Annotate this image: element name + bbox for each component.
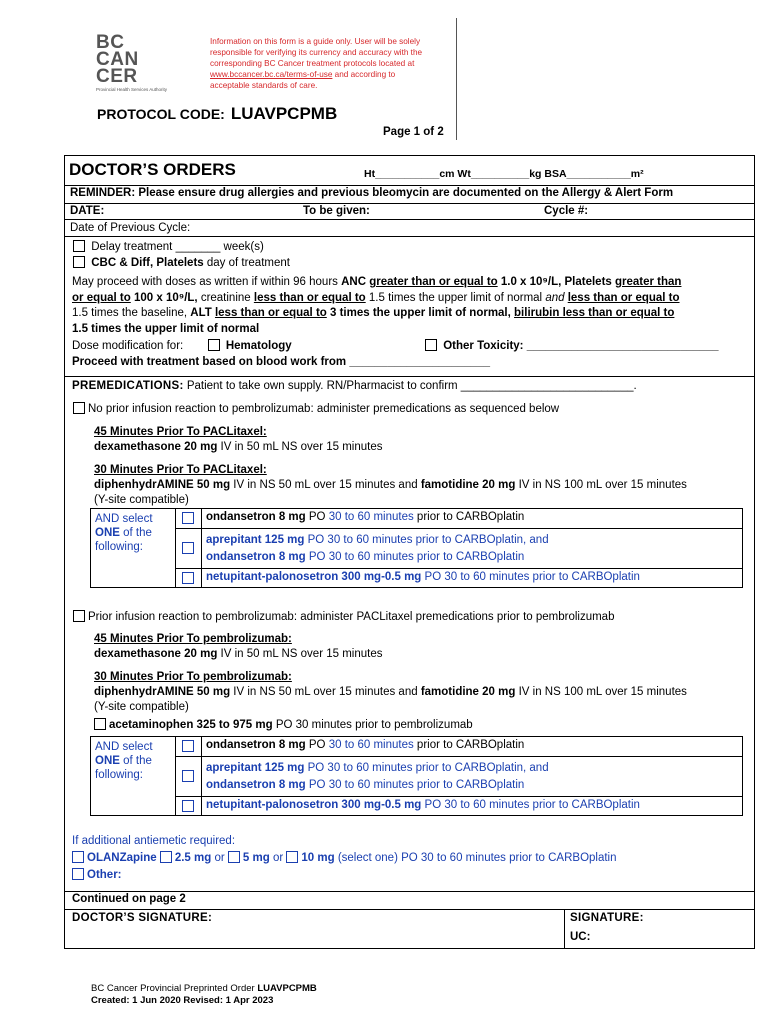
- and-select-note: [95, 740, 173, 782]
- page-number: Page 1 of 2: [383, 126, 444, 138]
- drug-detail: IV in NS 100 mL over 15 minutes: [515, 479, 687, 491]
- antiemetic-table: [90, 508, 743, 588]
- text: 5 mg: [242, 852, 270, 864]
- netupitant-checkbox[interactable]: [182, 572, 194, 584]
- drug-detail: IV in NS 50 mL over 15 minutes and: [230, 479, 421, 491]
- text: 10 mg: [301, 852, 335, 864]
- prior-label: Prior infusion reaction to pembrolizumab: administer PACLitaxel premedications prior to pembrolizumab: [88, 611, 615, 623]
- text: PO: [305, 511, 329, 523]
- dose-modification-row: [72, 339, 292, 354]
- option-aprepitant: [206, 760, 549, 794]
- acetaminophen-checkbox[interactable]: [94, 718, 106, 730]
- proceed-criteria: [72, 275, 681, 337]
- divider: [175, 509, 176, 587]
- ondansetron-checkbox[interactable]: [182, 512, 194, 524]
- continued-note: Continued on page 2: [72, 893, 186, 905]
- text: creatinine: [200, 291, 254, 304]
- disclaimer-line: corresponding BC Cancer treatment protocols located at: [210, 59, 415, 68]
- text: PO 30 to 60 minutes prior to CARBOplatin, and: [304, 534, 549, 546]
- ondansetron-checkbox[interactable]: [182, 740, 194, 752]
- text: of the: [119, 755, 152, 767]
- option-netupitant: [206, 571, 640, 583]
- header-divider: [456, 18, 457, 140]
- text: (select one) PO 30 to 60 minutes prior to CARBOplatin: [334, 852, 617, 864]
- divider: [65, 203, 754, 204]
- to-be-given-field[interactable]: To be given:: [303, 205, 370, 217]
- text: PO 30 to 60 minutes prior to CARBOplatin: [421, 799, 640, 811]
- text: AND select: [95, 513, 153, 525]
- text: 1.5 times the upper limit of normal: [72, 322, 260, 335]
- text: 30 to 60 minutes: [328, 739, 414, 751]
- delay-label: Delay treatment _______ week(s): [91, 241, 264, 253]
- delay-treatment-row: [73, 240, 264, 255]
- other-toxicity-checkbox[interactable]: [425, 339, 437, 351]
- footer-text: BC Cancer Provincial Preprinted Order: [91, 983, 258, 994]
- logo-line-1: BC: [96, 32, 125, 53]
- text: aprepitant 125 mg: [206, 762, 305, 774]
- delay-checkbox[interactable]: [73, 240, 85, 252]
- premedications-header: [72, 379, 637, 394]
- section-heading: 45 Minutes Prior To pembrolizumab:: [94, 633, 292, 645]
- and-select-note: [95, 512, 173, 554]
- option-ondansetron: [206, 511, 524, 523]
- additional-antiemetic: [72, 833, 617, 884]
- text: ondansetron 8 mg: [206, 739, 306, 751]
- prior-reaction-row: [73, 610, 614, 625]
- text: less than or equal to: [253, 291, 366, 304]
- drug: acetaminophen 325 to 975 mg: [109, 719, 273, 731]
- text: ALT: [190, 307, 215, 319]
- text: PO: [305, 739, 329, 751]
- section-heading: 30 Minutes Prior To PACLitaxel:: [94, 464, 267, 476]
- divider: [175, 756, 742, 757]
- other-toxicity-row: [425, 339, 719, 354]
- text: less than or equal to: [567, 291, 680, 304]
- doctors-orders-title: DOCTOR’S ORDERS: [69, 160, 236, 179]
- text: PO 30 to 60 minutes prior to CARBOplatin: [421, 571, 640, 583]
- no-prior-label: No prior infusion reaction to pembrolizumab: administer premedications as sequenced below: [88, 403, 560, 415]
- text: 1.5 times the upper limit of normal: [365, 291, 546, 304]
- olanzapine-5-checkbox[interactable]: [228, 851, 240, 863]
- divider: [65, 236, 754, 237]
- previous-cycle-field[interactable]: Date of Previous Cycle:: [70, 222, 191, 234]
- drug-detail: PO 30 minutes prior to pembrolizumab: [272, 719, 473, 731]
- divider: [175, 528, 742, 529]
- text: 2.5 mg: [174, 852, 212, 864]
- divider: [201, 737, 202, 815]
- logo-subtitle: Provincial Health Services Authority: [96, 87, 168, 92]
- text: netupitant-palonosetron 300 mg-0.5 mg: [206, 799, 422, 811]
- prior-checkbox[interactable]: [73, 610, 85, 622]
- ysite-note: (Y-site compatible): [94, 494, 189, 506]
- drug-detail: IV in NS 50 mL over 15 minutes and: [230, 686, 421, 698]
- text: AND select: [95, 741, 153, 753]
- cbc-checkbox[interactable]: [73, 256, 85, 268]
- text: greater than: [615, 276, 682, 288]
- logo-line-2: CAN: [96, 49, 139, 70]
- page-footer: [91, 983, 317, 1007]
- text: 30 to 60 minutes: [328, 511, 414, 523]
- text: aprepitant 125 mg: [206, 534, 305, 546]
- text: prior to CARBOplatin: [413, 739, 525, 751]
- olanzapine-checkbox[interactable]: [72, 851, 84, 863]
- other-checkbox[interactable]: [72, 868, 84, 880]
- disclaimer-line: responsible for verifying its currency and accuracy with the: [210, 48, 423, 57]
- text: ondansetron 8 mg: [206, 551, 306, 563]
- premed-instruction: Patient to take own supply. RN/Pharmacist to confirm ___________________________.: [183, 380, 637, 392]
- patient-measurements[interactable]: Ht___________cm Wt__________kg BSA___________m²: [364, 168, 644, 180]
- text: PO 30 to 60 minutes prior to CARBOplatin: [305, 551, 525, 563]
- paclitaxel-premeds: [94, 425, 687, 508]
- text: 3 times the upper limit of normal,: [326, 307, 515, 319]
- uc-field[interactable]: UC:: [570, 931, 591, 943]
- text: or: [211, 852, 228, 864]
- drug-detail: IV in 50 mL NS over 15 minutes: [217, 648, 383, 660]
- text: PO 30 to 60 minutes prior to CARBOplatin: [305, 779, 525, 791]
- protocol-code: [97, 104, 337, 124]
- footer-code: LUAVPCPMB: [257, 983, 317, 994]
- text: ANC: [341, 276, 370, 288]
- divider: [65, 376, 754, 377]
- aprepitant-checkbox[interactable]: [182, 542, 194, 554]
- option-aprepitant: [206, 532, 549, 566]
- section-heading: 30 Minutes Prior To pembrolizumab:: [94, 671, 292, 683]
- text: netupitant-palonosetron 300 mg-0.5 mg: [206, 571, 422, 583]
- option-netupitant: [206, 799, 640, 811]
- other-label[interactable]: Other:: [87, 869, 122, 881]
- divider: [65, 909, 754, 910]
- olanzapine-2-5-checkbox[interactable]: [160, 851, 172, 863]
- footer-dates: Created: 1 Jun 2020 Revised: 1 Apr 2023: [91, 995, 274, 1006]
- text: ONE: [95, 527, 120, 539]
- drug: diphenhydrAMINE 50 mg: [94, 479, 231, 491]
- doctor-signature-field[interactable]: DOCTOR’S SIGNATURE:: [72, 912, 213, 924]
- drug-detail: IV in 50 mL NS over 15 minutes: [217, 441, 383, 453]
- no-prior-reaction-row: [73, 402, 559, 417]
- text: or equal to: [72, 291, 131, 304]
- divider: [175, 568, 742, 569]
- text: 1.0 x 10⁹/L, Platelets: [497, 276, 615, 288]
- text: 1.5 times the baseline,: [72, 307, 191, 319]
- drug: diphenhydrAMINE 50 mg: [94, 686, 231, 698]
- protocol-code-value: LUAVPCPMB: [230, 104, 338, 123]
- drug: famotidine 20 mg: [420, 479, 516, 491]
- divider: [201, 509, 202, 587]
- text: bilirubin less than or equal to: [514, 307, 675, 319]
- bc-cancer-logo: [96, 34, 196, 92]
- disclaimer: [210, 36, 450, 91]
- text: ondansetron 8 mg: [206, 511, 306, 523]
- reminder: REMINDER: Please ensure drug allergies and previous bleomycin are documented on the Allergy & Alert Form: [70, 187, 674, 199]
- protocol-label: PROTOCOL CODE:: [97, 106, 225, 122]
- signature-field[interactable]: SIGNATURE:: [570, 912, 644, 924]
- text: greater than or equal to: [369, 276, 498, 288]
- additional-label: If additional antiemetic required:: [72, 835, 236, 847]
- proceed-blood-work[interactable]: Proceed with treatment based on blood work from ______________________: [72, 356, 491, 368]
- cbc-suffix: day of treatment: [203, 257, 290, 269]
- logo-line-3: CER: [96, 66, 138, 87]
- divider: [175, 796, 742, 797]
- text: of the: [119, 527, 152, 539]
- disclaimer-line: acceptable standards of care.: [210, 81, 318, 90]
- premed-title: PREMEDICATIONS:: [72, 380, 184, 392]
- antiemetic-table: [90, 736, 743, 816]
- olanzapine-10-checkbox[interactable]: [286, 851, 298, 863]
- cbc-label: CBC & Diff, Platelets: [91, 257, 204, 269]
- text: or: [269, 852, 287, 864]
- terms-link[interactable]: www.bccancer.bc.ca/terms-of-use: [210, 70, 333, 79]
- other-toxicity-label: Other Toxicity: ______________________________: [443, 340, 719, 352]
- text: following:: [95, 541, 143, 553]
- text: and: [545, 291, 565, 304]
- divider: [65, 219, 754, 220]
- hematology-checkbox[interactable]: [208, 339, 220, 351]
- text: PO 30 to 60 minutes prior to CARBOplatin, and: [304, 762, 549, 774]
- text: following:: [95, 769, 143, 781]
- ysite-note: (Y-site compatible): [94, 701, 189, 713]
- disclaimer-line: Information on this form is a guide only. User will be solely: [210, 37, 421, 46]
- pembrolizumab-premeds: [94, 632, 687, 733]
- cbc-row: [73, 256, 290, 271]
- aprepitant-checkbox[interactable]: [182, 770, 194, 782]
- drug: dexamethasone 20 mg: [94, 648, 218, 660]
- drug-detail: IV in NS 100 mL over 15 minutes: [515, 686, 687, 698]
- drug: famotidine 20 mg: [420, 686, 516, 698]
- cycle-field[interactable]: Cycle #:: [544, 205, 589, 217]
- option-ondansetron: [206, 739, 524, 751]
- text: ondansetron 8 mg: [206, 779, 306, 791]
- section-heading: 45 Minutes Prior To PACLitaxel:: [94, 426, 267, 438]
- text: May proceed with doses as written if within 96 hours: [72, 276, 342, 288]
- divider: [564, 909, 565, 948]
- disclaimer-line: and according to: [332, 70, 396, 79]
- no-prior-checkbox[interactable]: [73, 402, 85, 414]
- text: prior to CARBOplatin: [413, 511, 525, 523]
- text: OLANZapine: [87, 852, 157, 864]
- divider: [175, 737, 176, 815]
- hematology-label: Hematology: [225, 340, 292, 352]
- date-field[interactable]: DATE:: [70, 205, 105, 217]
- text: 100 x 10⁹/L,: [130, 291, 201, 304]
- dose-mod-label: Dose modification for:: [72, 340, 184, 352]
- drug: dexamethasone 20 mg: [94, 441, 218, 453]
- text: less than or equal to: [214, 307, 327, 319]
- netupitant-checkbox[interactable]: [182, 800, 194, 812]
- text: ONE: [95, 755, 120, 767]
